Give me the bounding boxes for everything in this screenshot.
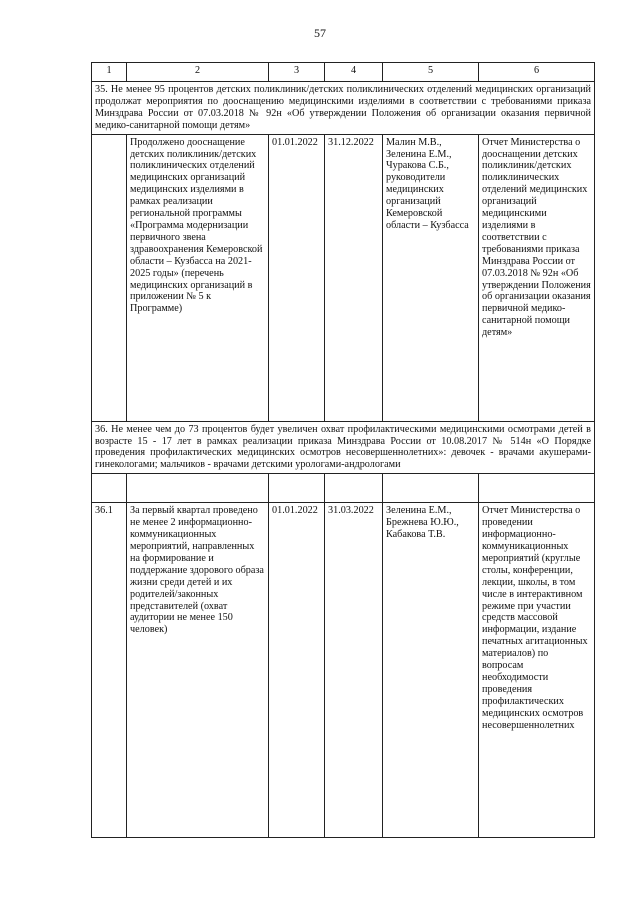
result-cell: Отчет Министерства о дооснащении детских поликлиник/детских поликлинических отделений медицинских организаций медицинскими изделиями в соответствии с требованиями приказа Минздрава России от 07.03.2018 № 92н «Об утверждении Положения об организации оказания первичной медико-санитарной помощи детям»: [479, 134, 595, 421]
table-row: [92, 503, 595, 838]
empty-cell: [479, 474, 595, 503]
plan-table: [91, 62, 595, 838]
column-number-row: [92, 63, 595, 82]
section-35-title: 35. Не менее 95 процентов детских поликлиник/детских поликлинических отделений медицинских организаций продолжат мероприятия по дооснащению медицинскими изделиями в соответствии с требованиями приказа Минздрава России от 07.03.2018 № 92н «Об утверждении Положения об организации оказания первичной медико-санитарной помощи детям»: [92, 82, 595, 135]
result-cell: Отчет Министерства о проведении информационно-коммуникационных мероприятий (круглые столы, конференции, лекции, школы, в том числе в интерактивном режиме при участии средств массовой информации, издание печатных агитационных материалов) по вопросам необходимости проведения профилактических медицинских осмотров несовершеннолетних: [479, 503, 595, 838]
column-number: 2: [127, 63, 269, 82]
column-number: 1: [92, 63, 127, 82]
responsible-cell: Зеленина Е.М., Брежнева Ю.Ю., Кабакова Т.В.: [383, 503, 479, 838]
responsible-cell: Малин М.В., Зеленина Е.М., Чуракова С.Б., руководители медицинских организаций Кемеровской области – Кузбасса: [383, 134, 479, 421]
row-number: [92, 134, 127, 421]
end-date-cell: 31.12.2022: [325, 134, 383, 421]
column-number: 6: [479, 63, 595, 82]
end-date-cell: 31.03.2022: [325, 503, 383, 838]
empty-cell: [325, 474, 383, 503]
section-36-title: 36. Не менее чем до 73 процентов будет увеличен охват профилактическими медицинскими осмотрами детей в возрасте 15 - 17 лет в рамках реализации приказа Минздрава России от 10.08.2017 № 514н «О Порядке проведения профилактических медицинских осмотров несовершеннолетних»: девочек - врачами акушерами-гинекологами; мальчиков - врачами детскими урологами-андрологами: [92, 421, 595, 474]
section-35-title-row: [92, 82, 595, 135]
start-date-cell: 01.01.2022: [269, 503, 325, 838]
section-36-title-row: [92, 421, 595, 474]
empty-cell: [92, 474, 127, 503]
empty-cell: [269, 474, 325, 503]
action-cell: Продолжено дооснащение детских поликлиник/детских поликлинических отделений медицинских организаций медицинских изделиями в рамках реализации региональной программы «Программа модернизации первичного звена здравоохранения Кемеровской области – Кузбасса на 2021-2025 годы» (перечень медицинских организаций в приложении № 5 к Программе): [127, 134, 269, 421]
start-date-cell: 01.01.2022: [269, 134, 325, 421]
column-number: 5: [383, 63, 479, 82]
spacer-row: [92, 474, 595, 503]
empty-cell: [383, 474, 479, 503]
empty-cell: [127, 474, 269, 503]
action-cell: За первый квартал проведено не менее 2 информационно-коммуникационных мероприятий, направленных на формирование и поддержание здорового образа жизни среди детей и их родителей/законных представителей (охват аудитории не менее 150 человек): [127, 503, 269, 838]
column-number: 3: [269, 63, 325, 82]
column-number: 4: [325, 63, 383, 82]
page-number: 57: [314, 26, 326, 40]
row-number: 36.1: [92, 503, 127, 838]
table-row: [92, 134, 595, 421]
